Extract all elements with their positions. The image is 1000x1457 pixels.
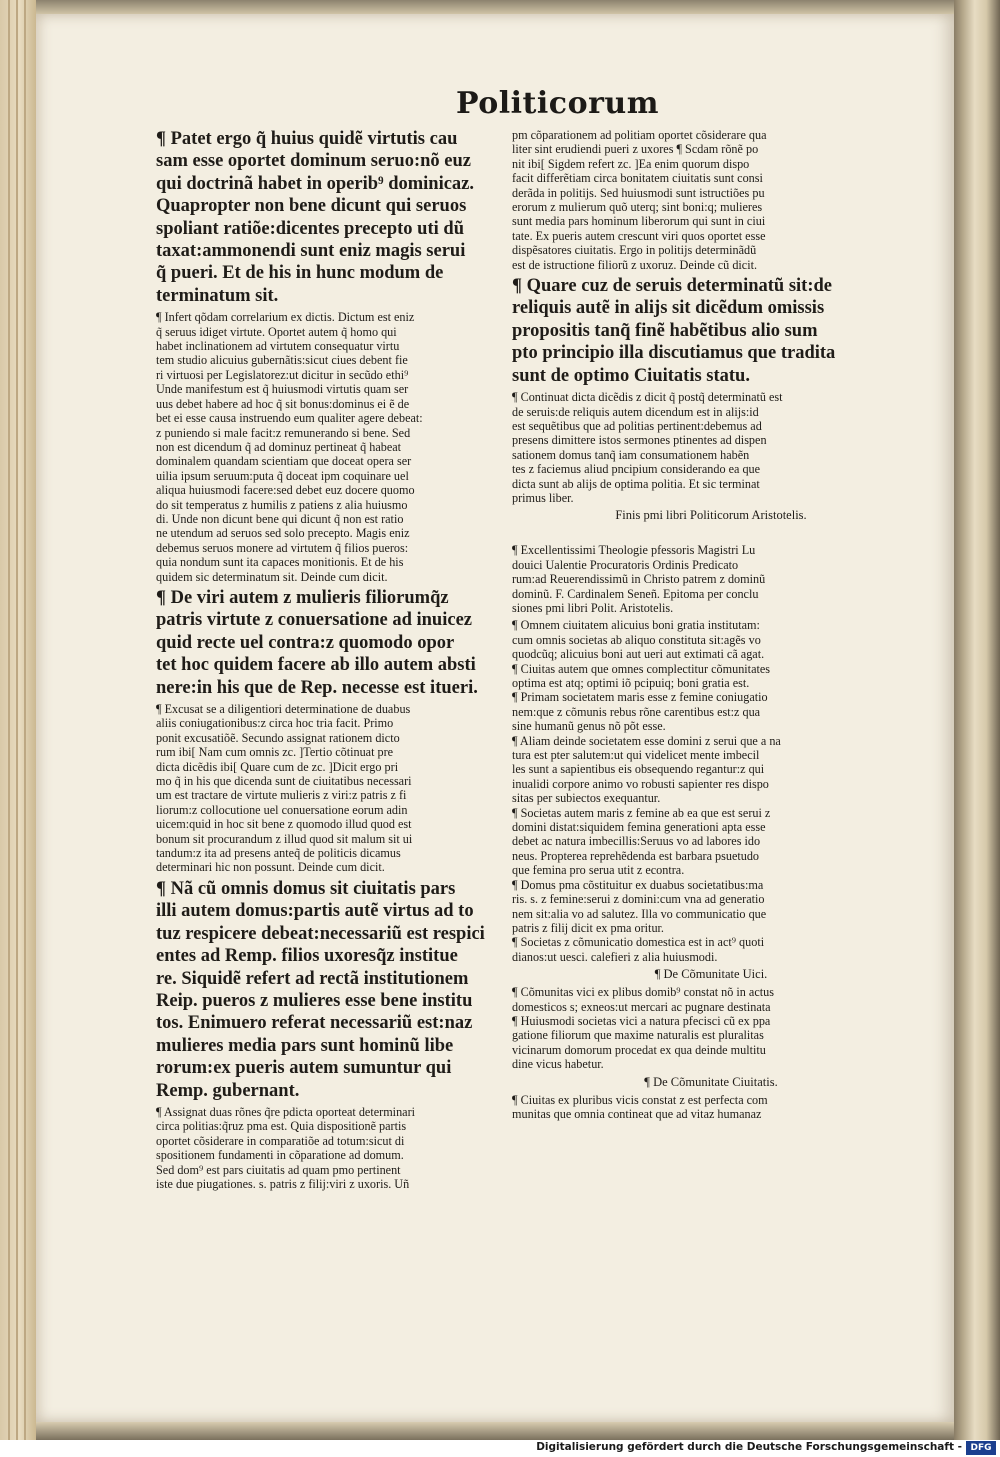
commentary-paragraph: ¶ Omnem ciuitatem alicuius boni gratia institutam: cum omnis societas ab aliquo constituta sit:agẽs vo quodcũq; alicuius boni aut ueri aut extimati cã agat. ¶ Ciuitas autem que omnes complectitur cõmunitates optima est atq; optimi iõ pcipuiq; boni gratia est. ¶ Primam societatem maris esse z femine coniugatio nem:que z cõmunis rebus rõne carentibus est:z qua sine humanũ genus nõ põt esse. ¶ Aliam deinde societatem esse domini z serui que a na tura est pter salutem:ut qui videlicet mente imbecil les sunt a sapientibus eis obsequendo regantur:z qui inualidi corpore animo vo robusti sapienter res dispo sitas per subiectos exequantur. ¶ Societas autem maris z femine ab ea que est serui z domini distat:siquidem femina generationi apta esse debet ac natura imbecillis:Seruus vo ad labores ido neus. Propterea reprehẽdenda est barbara psuetudo que femina pro serua utit z econtra. ¶ Domus pma cõstituitur ex duabus societatibus:ma ris. s. z femine:serui z domini:cum vna ad generatio nem sit:alia vo ad salutez. Illa vo communicatio que patris z filij dicit ex pma oritur. ¶ Societas z cõmunicatio domestica est in act⁹ quoti dianos:ut uesci. calefieri z alia huiusmodi. [512,618,781,964]
commentary-paragraph: pm cõparationem ad politiam oportet cõsiderare qua liter sint erudiendi pueri z uxores ¶ Scdam rõnẽ po nit ibi[ Sigdem refert zc. ]Ea enim quorum dispo facit differẽtiam circa bonitatem ciuitatis sunt consi derãda in politijs. Sed huiusmodi sunt istructiões pu erorum z mulierum quõ uterq; sint boni:q; mulieres sunt media pars hominum liberorum qui sunt in ciui tate. Ex pueris autem crescunt viri quos oportet esse dispẽsatores ciuitatis. Ergo in politijs determinãdũ est de istructione filiorũ z uxoruz. Deinde cũ dicit. [512,128,767,272]
commentary-paragraph: ¶ Continuat dicta dicẽdis z dicit q̃ postq̃ determinatũ est de seruis:de reliquis autem dicendum est in alijs:id est sequẽtibus que ad politias pertinent:debemus ad presens dimittere istos sermones ptinentes ad dispen sationem domus tanq̃ iam consumationem habẽn tes z faciemus aliud pncipium considerando ea que dicta sunt ab alijs de optima politia. Et sic terminat primus liber. [512,390,783,505]
commentary-paragraph: ¶ Infert qõdam correlarium ex dictis. Dictum est eniz q̃ seruus idiget virtute. Oportet autem q̃ homo qui habet inclinationem ad virtutem consequatur virtu tem studio alicuius gubernãtis:sicut ciues debent fie ri virtuosi per Legislatorez:ut dicitur in secũdo ethi⁹ Unde manifestum est q̃ huiusmodi virtutis quam ser uus debet habere ad hoc q̃ sit bonus:dominus ei ẽ de bet ei esse causa instruendo eum qualiter agere debeat: z puniendo si male facit:z remunerando si bene. Sed non est dicendum q̃ ad dominuz pertineat q̃ habeat dominalem quandam scientiam que doceat opera ser uilia ipsum seruum:puta q̃ doceat ipm coquinare uel aliqua huiusmodi facere:sed debet euz docere quomo do sit temperatus z humilis z patiens z alia huiusmo di. Unde non dicunt bene qui dicunt q̃ non est ratio ne utendum ad seruos sed solo precepto. Magis eniz debemus seruos monere ad virtutem q̃ filios pueros: quia nondum sunt ita capaces monitionis. Et de his quidem sic determinatum sit. Deinde cum dicit. [156,310,423,584]
commentary-paragraph: ¶ Ciuitas ex pluribus vicis constat z est perfecta com munitas que omnia contineat que ad vitaz humanaz [512,1092,768,1121]
commentary-paragraph: ¶ Excellentissimi Theologie pfessoris Magistri Lu douici Ualentie Procuratoris Ordinis Predicato rum:ad Reuerendissimũ in Christo patrem z dominũ dominũ. F. Cardinalem Seneñ. Epitoma per conclu siones pmi libri Polit. Aristotelis. [512,543,766,615]
dfg-logo: DFG [966,1441,996,1455]
main-text-paragraph: ¶ Quare cuz de seruis determinatũ sit:de reliquis autẽ in alijs sit dicẽdum omissis propositis tanq̃ finẽ habẽtibus alio sum pto principio illa discutiamus que tradita sunt de optimo Ciuitatis statu. [512,276,836,386]
commentary-paragraph: ¶ Cõmunitas vici ex plibus domib⁹ constat nõ in actus domesticos s; exneos:ut mercari ac pugnare destinata ¶ Huiusmodi societas vici a natura pfecisci cũ ex ppa gatione filiorum que maxime naturalis est pluralitas vicinarum domorum procedat ex qua deinde multitu dine vicus habetur. [512,985,774,1072]
commentary-paragraph: ¶ Excusat se a diligentiori determinatione de duabus aliis coniugationibus:z circa hoc tria facit. Primo ponit excusatiõẽ. Secundo assignat rationem dicto rum ibi[ Nam cum omnis zc. ]Tertio cõtinuat pre dicta dicẽdis ibi[ Quare cum de zc. ]Dicit ergo pri mo q̃ in his que dicenda sunt de ciuitatibus necessari um est tractare de virtute mulieris z viri:z patris z fi liorum:z collocutione uel conuersatione eorum adin uicem:quid in hoc sit bene z quomodo illud quod est bonum sit procurandum z illud quod sit malum sit ui tandum:z ita ad presens anteq̃ de politicis dicamus determinari hic non possunt. Deinde cum dicit. [156,702,413,875]
section-heading: ¶ De Cõmunitate Uici. [654,967,768,982]
section-heading: Finis pmi libri Politicorum Aristotelis. [615,508,807,523]
main-text-paragraph: ¶ De viri autem z mulieris filiorumq̃z patris virtute z conuersatione ad inuicez quid recte uel contra:z quomodo opor tet hoc quidem facere ab illo autem absti nere:in his que de Rep. necesse est itueri. [156,587,478,698]
page-bottom-edge [36,1422,954,1440]
main-text-paragraph: ¶ Patet ergo q̃ huius quidẽ virtutis cau sam esse oportet dominum seruo:nõ euz qui doctrinã habet in operib⁹ dominicaz. Quapropter non bene dicunt qui seruos spoliant ratiõe:dicentes precepto uti dũ taxat:ammonendi sunt eniz magis serui q̃ pueri. Et de his in hunc modum de terminatum sit. [156,129,475,306]
right-text-column [512,128,910,1124]
footer-bar [0,1440,1000,1457]
funding-notice: Digitalisierung gefördert durch die Deutsche Forschungsgemeinschaft - [536,1441,962,1453]
binding-edge [954,0,1000,1440]
running-head: Politicorum [456,86,659,121]
main-text-paragraph: ¶ Nã cũ omnis domus sit ciuitatis pars illi autem domus:partis autẽ virtus ad to tuz respicere debeat:necessariũ est respici entes ad Remp. filios uxoresq̃z institue re. Siquidẽ refert ad rectã institutionem Reip. pueros z mulieres esse bene institu tos. Enimuero referat necessariũ est:naz mulieres media pars sunt hominũ libe rorum:ex pueris autem sumuntur qui Remp. gubernant. [156,878,485,1101]
commentary-paragraph: ¶ Assignat duas rõnes q̃re pdicta oporteat determinari circa politias:q̃ruz pma est. Quia dispositionẽ partis oportet cõsiderare in comparatiõe ad totum:sicut di spositionem fundamenti in cõparatione ad domum. Sed dom⁹ est pars ciuitatis ad quam pmo pertinent iste due piugationes. s. patris z filij:viri z uxoris. Uñ [156,1104,416,1191]
spacer [512,526,910,540]
section-heading: ¶ De Cõmunitate Ciuitatis. [644,1074,778,1089]
previous-page-edge [0,0,36,1440]
page-top-edge [36,0,954,14]
left-text-column [156,128,534,1194]
